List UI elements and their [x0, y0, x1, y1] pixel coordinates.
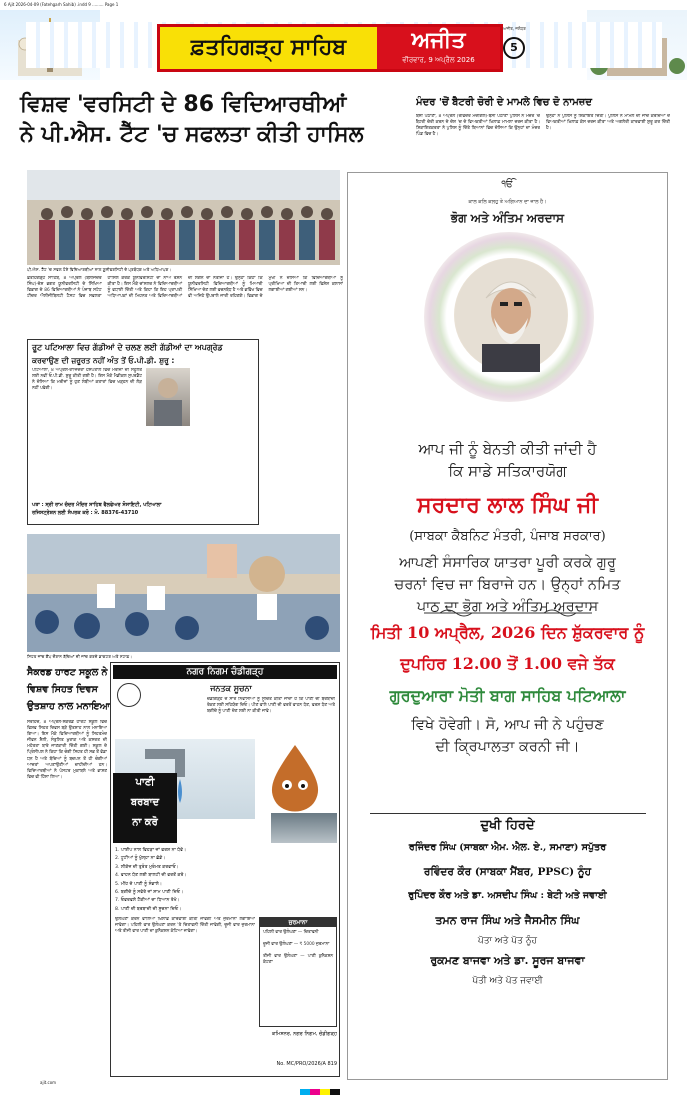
group-photo — [27, 170, 340, 265]
deceased-designation: (ਸਾਬਕਾ ਕੈਬਨਿਟ ਮੰਤਰੀ, ਪੰਜਾਬ ਸਰਕਾਰ) — [409, 529, 606, 544]
fine-table — [259, 917, 337, 1027]
mourner-grandson: ਤਮਨ ਰਾਜ ਸਿੰਘ ਅਤੇ ਜੈਸਮੀਨ ਸਿੰਘ — [435, 914, 580, 927]
masthead-logo — [157, 24, 503, 72]
municipal-emblem-icon — [117, 683, 141, 707]
municipal-title: ਨਗਰ ਨਿਗਮ ਚੰਡੀਗੜ੍ਹ — [113, 665, 337, 679]
side-story-col-2: ਉਨ੍ਹਾਂ ਨੇ ਪੁਲਿਸ ਨੂੰ ਸ਼ਿਕਾਇਤ ਦਿੱਤੀ। ਪੁਲਿਸ ਨੇ ਮਾਮਲੇ ਦੀ ਜਾਂਚ ਕਰਦਿਆਂ ਦੋ ਵਿਅਕਤੀਆਂ ਖ਼ਿਲਾਫ਼ ਕੇਸ ਦਰਜ ਕੀਤਾ ਅਤੇ ਅਗਲੇਰੀ ਕਾਰਵਾਈ ਸ਼ੁਰੂ ਕਰ ਦਿੱਤੀ ਹੈ। — [546, 114, 670, 132]
hospital-notice-box — [27, 339, 259, 525]
side-story-title: ਮੰਦਰ 'ਚੋਂ ਬੈਟਰੀ ਚੋਰੀ ਦੇ ਮਾਮਲੇ ਵਿਚ ਦੋ ਨਾਮਜ਼ਦ — [416, 97, 592, 108]
main-headline — [20, 90, 412, 150]
school-headline-1: ਸੈਕਰਡ ਹਾਰਟ ਸਕੂਲ ਨੇ — [27, 667, 108, 678]
deceased-name: ਸਰਦਾਰ ਲਾਲ ਸਿੰਘ ਜੀ — [417, 492, 598, 518]
slogan-line-1: ਪਾਣੀ — [135, 777, 155, 788]
hospital-notice-body-2 — [194, 368, 256, 498]
closing-line-1: ਵਿਖੇ ਹੋਵੇਗੀ। ਸੋ, ਆਪ ਜੀ ਨੇ ਪਹੁੰਚਣ — [411, 717, 604, 733]
hose-photo — [271, 813, 337, 843]
edition-label: ਅਜੀਤ, ਜਲੰਧਰ — [503, 26, 526, 31]
page-number-block — [503, 26, 533, 64]
hospital-notice-address: ਪਤਾ : ਸ੍ਰੀ ਰਾਮ ਚੰਦਰ ਮੰਦਿਰ ਸਾਹਿਬ ਵੈਲਫੇਅਰ ਸੋਸਾਇਟੀ, ਪਟਿਆਲਾ — [32, 502, 162, 508]
fine-row: ਤੀਜੀ ਵਾਰ ਉਲੰਘਣਾ — ਪਾਣੀ ਕੁਨੈਕਸ਼ਨ ਕੱਟਣਾ — [263, 954, 333, 966]
list-item: 2. ਟੂਟੀਆਂ ਨੂੰ ਖੁੱਲ੍ਹਾ ਨਾ ਛੱਡੋ। — [115, 856, 166, 862]
water-drop-mascot-icon — [255, 739, 335, 819]
side-story — [416, 96, 672, 109]
obituary-intro-1: ਆਪ ਜੀ ਨੂੰ ਬੇਨਤੀ ਕੀਤੀ ਜਾਂਦੀ ਹੈ — [418, 440, 597, 458]
separator — [370, 813, 646, 814]
fine-row: ਦੂਜੀ ਵਾਰ ਉਲੰਘਣਾ — ₹ 5000 ਜੁਰਮਾਨਾ — [263, 942, 330, 948]
mourners-title: ਦੁਖੀ ਹਿਰਦੇ — [480, 818, 535, 833]
photo-2-caption: ਸਿਹਤ ਜਾਂਚ ਕੈਂਪ ਦੌਰਾਨ ਬੱਚਿਆਂ ਦੀ ਜਾਂਚ ਕਰਦੇ ਡਾਕਟਰ ਅਤੇ ਸਟਾਫ਼। — [27, 654, 133, 659]
regional-title-block — [160, 27, 377, 69]
page-number: 5 — [503, 37, 525, 59]
mourner-granddaughter: ਰੁਕਮਣ ਬਾਜਵਾ ਅਤੇ ਡਾ. ਸੂਰਜ ਬਾਜਵਾ — [430, 954, 585, 967]
list-item: 3. ਲੀਕੇਜ ਦੀ ਤੁਰੰਤ ਮੁਰੰਮਤ ਕਰਵਾਓ। — [115, 864, 179, 870]
municipal-ref-no: No. MC/PRO/2026/A 819 — [276, 1061, 337, 1067]
hospital-notice-subtitle: ਕਰਵਾਉਣ ਦੀ ਜ਼ਰੂਰਤ ਨਹੀਂ ਅੰਤ ਤੋਂ ਓ.ਪੀ.ਡੀ. ਸ਼ੁਰੂ : — [32, 356, 175, 365]
color-registration-bar — [300, 1080, 380, 1086]
hospital-notice-title: ਰੂਟ ਪਟਿਆਲਾ ਵਿਚ ਗੱਡੀਆਂ ਦੇ ਚਲਣ ਲਈ ਗੱਡੀਆਂ ਦਾ ਅਪਗ੍ਰੇਡ — [32, 343, 223, 352]
slogan-line-3: ਨਾ ਕਰੋ — [132, 817, 158, 828]
mourner-daughter: ਰੁਪਿੰਦਰ ਕੌਰ ਅਤੇ ਡਾ. ਅਸਦੀਪ ਸਿੰਘ : ਬੇਟੀ ਅਤੇ ਜਵਾਈ — [408, 890, 607, 901]
hospital-notice-phone: ਰਜਿਸਟ੍ਰੇਸ਼ਨ ਲਈ ਸੰਪਰਕ ਕਰੋ : ਮੋ. 88376-43710 — [32, 510, 139, 516]
water-saving-list — [115, 847, 337, 914]
list-item: 8. ਪਾਣੀ ਦੀ ਬਰਬਾਦੀ ਦੀ ਸੂਚਨਾ ਦਿਓ। — [115, 906, 182, 912]
school-headline-3: ਉਤਸ਼ਾਹ ਨਾਲ ਮਨਾਇਆ — [27, 701, 111, 712]
list-item: 7. ਓਵਰਫਲੋ ਟੈਂਕੀਆਂ ਦਾ ਧਿਆਨ ਰੱਖੋ। — [115, 898, 180, 904]
obituary-intro-2: ਕਿ ਸਾਡੇ ਸਤਿਕਾਰਯੋਗ — [448, 462, 567, 480]
obituary-closing — [348, 714, 667, 758]
obituary-verse: ਕਾਲ ਕਲਿ ਕਲਹੁ ਤੇ ਅਗਿਆਨ ਦਾ ਜਾਲ ਹੈ। — [468, 199, 547, 205]
municipal-intro: ਚੰਡੀਗੜ੍ਹ ਦੇ ਸਾਰੇ ਨਿਵਾਸੀਆਂ ਨੂੰ ਸੂਚਿਤ ਕੀਤਾ ਜਾਂਦਾ ਹੈ ਕਿ ਪਾਣੀ ਦੀ ਬਰਬਾਦੀ ਰੋਕਣ ਲਈ ਸਹਿਯੋਗ ਦਿਓ। ਪੀਣ ਵਾਲੇ ਪਾਣੀ ਦੀ ਵਰਤੋਂ ਵਾਹਨ ਧੋਣ, ਫਰਸ਼ ਧੋਣ ਅਤੇ ਬਗੀਚੇ ਨੂੰ ਪਾਣੀ ਦੇਣ ਲਈ ਨਾ ਕੀਤੀ ਜਾਵੇ। — [207, 697, 335, 715]
deceased-portrait — [454, 258, 568, 372]
obituary-text-1: ਆਪਣੀ ਸੰਸਾਰਿਕ ਯਾਤਰਾ ਪੂਰੀ ਕਰਕੇ ਗੁਰੂ — [399, 555, 616, 571]
ceremony-details — [348, 618, 667, 712]
footer-slug: ajit.com — [40, 1080, 57, 1085]
headline-line-1: ਵਿਸ਼ਵ 'ਵਰਸਿਟੀ ਦੇ 86 ਵਿਦਿਆਰਥੀਆਂ — [20, 92, 347, 117]
regional-title: ਫ਼ਤਹਿਗੜ੍ਹ ਸਾਹਿਬ — [190, 35, 347, 60]
fine-row: ਪਹਿਲੀ ਵਾਰ ਉਲੰਘਣਾ — ਚਿਤਾਵਨੀ — [263, 930, 319, 935]
brand-block — [377, 27, 500, 69]
ceremony-venue: ਗੁਰਦੁਆਰਾ ਮੋਤੀ ਬਾਗ ਸਾਹਿਬ ਪਟਿਆਲਾ — [389, 686, 626, 705]
ceremony-date: ਮਿਤੀ 10 ਅਪ੍ਰੈਲ, 2026 ਦਿਨ ਸ਼ੁੱਕਰਵਾਰ ਨੂੰ — [370, 623, 645, 642]
obituary-body — [348, 438, 667, 618]
ik-onkar-symbol: ੴ — [501, 179, 514, 190]
doctor-portrait — [146, 368, 190, 426]
health-camp-photo — [27, 534, 340, 652]
main-story-body: ਫ਼ਤਹਿਗੜ੍ਹ ਸਾਹਿਬ, 8 ਅਪ੍ਰੈਲ (ਬਲਜਿੰਦਰ ਸਿੰਘ)-ਦੇਸ਼ ਭਗਤ ਯੂਨੀਵਰਸਿਟੀ ਦੇ ਸਿੱਖਿਆ ਵਿਭਾਗ ਦੇ 86 ਵਿਦਿਆਰਥੀਆਂ ਨੇ ਪੰਜਾਬ ਸਟੇਟ ਟੀਚਰ ਐਲੀਜੀਬਿਲਟੀ ਟੈਸਟ ਵਿਚ ਸਫਲਤਾ ਹਾਸਿਲ ਕਰਕੇ ਯੂਨੀਵਰਸਿਟੀ ਦਾ ਨਾਂਅ ਰੌਸ਼ਨ ਕੀਤਾ ਹੈ। ਇਸ ਮੌਕੇ ਚਾਂਸਲਰ ਨੇ ਵਿਦਿਆਰਥੀਆਂ ਨੂੰ ਵਧਾਈ ਦਿੱਤੀ ਅਤੇ ਕਿਹਾ ਕਿ ਇਹ ਪ੍ਰਾਪਤੀ ਅਧਿਆਪਕਾਂ ਦੀ ਮਿਹਨਤ ਅਤੇ ਵਿਦਿਆਰਥੀਆਂ ਦੀ ਲਗਨ ਦਾ ਨਤੀਜਾ ਹੈ। ਉਨ੍ਹਾਂ ਕਿਹਾ ਕਿ ਯੂਨੀਵਰਸਿਟੀ ਵਿਦਿਆਰਥੀਆਂ ਨੂੰ ਮਿਆਰੀ ਸਿੱਖਿਆ ਦੇਣ ਲਈ ਵਚਨਬੱਧ ਹੈ ਅਤੇ ਭਵਿੱਖ ਵਿਚ ਵੀ ਅਜਿਹੇ ਉਪਰਾਲੇ ਜਾਰੀ ਰਹਿਣਗੇ। ਵਿਭਾਗ ਦੇ ਮੁਖੀ ਨੇ ਦੱਸਿਆ ਕਿ ਵਿਦਿਆਰਥੀਆਂ ਨੂੰ ਪ੍ਰੀਖਿਆ ਦੀ ਤਿਆਰੀ ਲਈ ਵਿਸ਼ੇਸ਼ ਕਲਾਸਾਂ ਲਗਾਈਆਂ ਗਈਆਂ ਸਨ। — [27, 276, 343, 300]
hospital-notice-body: ਪਟਿਆਲਾ, 8 ਅਪ੍ਰੈਲ-ਰਾਜਿੰਦਰਾ ਹਸਪਤਾਲ ਵਿਚ ਮਰੀਜ਼ਾਂ ਦੀ ਸਹੂਲਤ ਲਈ ਨਵੀਂ ਓ.ਪੀ.ਡੀ. ਸ਼ੁਰੂ ਕੀਤੀ ਗਈ ਹੈ। ਇਸ ਮੌਕੇ ਮੈਡੀਕਲ ਸੁਪਰਡੈਂਟ ਨੇ ਦੱਸਿਆ ਕਿ ਮਰੀਜ਼ਾਂ ਨੂੰ ਹੁਣ ਲੰਬੀਆਂ ਕਤਾਰਾਂ ਵਿਚ ਖੜ੍ਹਨ ਦੀ ਲੋੜ ਨਹੀਂ ਪਵੇਗੀ। — [32, 368, 142, 392]
main-story-continued — [264, 338, 342, 528]
school-story-headline — [27, 664, 111, 715]
obituary-heading: ਭੋਗ ਅਤੇ ਅੰਤਿਮ ਅਰਦਾਸ — [450, 211, 565, 225]
print-slug: 6 Ajit 2026-04-09 (Fatehgarh Sahib) .indd 9 ......... Page 1 — [4, 2, 119, 7]
municipal-subtitle: ਜਨਤਕ ਸੂਚਨਾ — [210, 684, 252, 693]
mourner-grandson-relation: ਪੋਤਾ ਅਤੇ ਪੋਤ ਨੂੰਹ — [477, 936, 538, 946]
mourner-granddaughter-relation: ਪੋਤੀ ਅਤੇ ਪੋਤ ਜਵਾਈ — [472, 976, 543, 986]
list-item: 1. ਪਾਈਪ ਨਾਲ ਵਿਹੜਾ ਜਾਂ ਫਰਸ਼ ਨਾ ਧੋਵੋ। — [115, 848, 187, 853]
issue-date: ਵੀਰਵਾਰ, 9 ਅਪ੍ਰੈਲ 2026 — [402, 56, 475, 64]
divider-flourish-icon — [420, 604, 596, 616]
mourner-daughter-in-law: ਰਵਿੰਦਰ ਕੌਰ (ਸਾਬਕਾ ਮੈਂਬਰ, PPSC) ਨੂੰਹ — [423, 866, 592, 878]
headline-line-2: ਨੇ ਪੀ.ਐਸ. ਟੈੱਟ 'ਚ ਸਫਲਤਾ ਕੀਤੀ ਹਾਸਿਲ — [20, 122, 364, 147]
municipal-signatory: ਕਮਿਸ਼ਨਰ, ਨਗਰ ਨਿਗਮ, ਚੰਡੀਗੜ੍ਹ — [272, 1031, 337, 1037]
list-item: 5. ਮੀਂਹ ਦੇ ਪਾਣੀ ਨੂੰ ਸੰਭਾਲੋ। — [115, 881, 162, 887]
municipal-rules-text: ਉਲੰਘਣਾ ਕਰਨ ਵਾਲਿਆਂ ਖ਼ਿਲਾਫ਼ ਕਾਰਵਾਈ ਕੀਤੀ ਜਾਵੇਗੀ ਅਤੇ ਜੁਰਮਾਨਾ ਲਗਾਇਆ ਜਾਵੇਗਾ। ਪਹਿਲੀ ਵਾਰ ਉਲੰਘਣਾ ਕਰਨ 'ਤੇ ਚਿਤਾਵਨੀ ਦਿੱਤੀ ਜਾਵੇਗੀ, ਦੂਜੀ ਵਾਰ ਜੁਰਮਾਨਾ ਅਤੇ ਤੀਜੀ ਵਾਰ ਪਾਣੀ ਦਾ ਕੁਨੈਕਸ਼ਨ ਕੱਟਿਆ ਜਾਵੇਗਾ। — [115, 917, 255, 935]
photo-1-caption: ਪੀ.ਐਸ. ਟੈੱਟ 'ਚ ਸਫਲ ਹੋਏ ਵਿਦਿਆਰਥੀਆਂ ਨਾਲ ਯੂਨੀਵਰਸਿਟੀ ਦੇ ਪ੍ਰਬੰਧਕ ਅਤੇ ਅਧਿਆਪਕ। — [27, 267, 172, 272]
ceremony-time: ਦੁਪਹਿਰ 12.00 ਤੋਂ 1.00 ਵਜੇ ਤੱਕ — [400, 654, 615, 673]
mourners-list — [348, 816, 667, 988]
list-item: 6. ਬਗੀਚੇ ਨੂੰ ਸਵੇਰੇ ਜਾਂ ਸ਼ਾਮ ਪਾਣੀ ਦਿਓ। — [115, 890, 184, 896]
mourner-son: ਰਜਿੰਦਰ ਸਿੰਘ (ਸਾਬਕਾ ਐਮ. ਐਲ. ਏ., ਸਮਾਣਾ) ਸਪੁੱਤਰ — [408, 842, 607, 853]
slogan-block — [113, 773, 177, 843]
obituary-text-2: ਚਰਨਾਂ ਵਿਚ ਜਾ ਬਿਰਾਜੇ ਹਨ। ਉਨ੍ਹਾਂ ਨਮਿਤ — [394, 577, 621, 593]
obituary-text-3: ਪਾਠ ਦਾ ਭੋਗ ਅਤੇ ਅੰਤਿਮ ਅਰਦਾਸ — [416, 599, 599, 615]
slogan-line-2: ਬਰਬਾਦ — [130, 797, 160, 808]
brand-name: ਅਜੀਤ — [411, 28, 466, 53]
closing-line-2: ਦੀ ਕ੍ਰਿਪਾਲਤਾ ਕਰਨੀ ਜੀ। — [435, 739, 580, 755]
school-headline-2: ਵਿਸ਼ਵ ਸਿਹਤ ਦਿਵਸ — [27, 684, 98, 695]
list-item: 4. ਵਾਹਨ ਧੋਣ ਲਈ ਬਾਲਟੀ ਦੀ ਵਰਤੋਂ ਕਰੋ। — [115, 873, 187, 879]
school-story-body: ਸਰਹਿੰਦ, 8 ਅਪ੍ਰੈਲ-ਸੈਕਰਡ ਹਾਰਟ ਸਕੂਲ ਵਿਚ ਵਿਸ਼ਵ ਸਿਹਤ ਦਿਵਸ ਬੜੇ ਉਤਸ਼ਾਹ ਨਾਲ ਮਨਾਇਆ ਗਿਆ। ਇਸ ਮੌਕੇ ਵਿਦਿਆਰਥੀਆਂ ਨੂੰ ਸਿਹਤਮੰਦ ਜੀਵਨ ਸ਼ੈਲੀ, ਸੰਤੁਲਿਤ ਖ਼ੁਰਾਕ ਅਤੇ ਕਸਰਤ ਦੀ ਮਹੱਤਤਾ ਬਾਰੇ ਜਾਣਕਾਰੀ ਦਿੱਤੀ ਗਈ। ਸਕੂਲ ਦੇ ਪ੍ਰਿੰਸੀਪਲ ਨੇ ਕਿਹਾ ਕਿ ਚੰਗੀ ਸਿਹਤ ਹੀ ਸਭ ਤੋਂ ਵੱਡਾ ਧਨ ਹੈ ਅਤੇ ਬੱਚਿਆਂ ਨੂੰ ਬਚਪਨ ਤੋਂ ਹੀ ਚੰਗੀਆਂ ਆਦਤਾਂ ਅਪਣਾਉਣੀਆਂ ਚਾਹੀਦੀਆਂ ਹਨ। ਵਿਦਿਆਰਥੀਆਂ ਨੇ ਪੋਸਟਰ ਮੁਕਾਬਲੇ ਅਤੇ ਭਾਸ਼ਣ ਵਿਚ ਵੀ ਹਿੱਸਾ ਲਿਆ। — [27, 720, 107, 780]
fine-table-title: ਜੁਰਮਾਨਾ — [260, 918, 336, 927]
side-story-col-1: ਬਸੀ ਪਠਾਣਾਂ, 8 ਅਪ੍ਰੈਲ (ਰਵਿੰਦਰ ਮੌਦਗਿਲ)-ਬਸੀ ਪਠਾਣਾਂ ਪੁਲਿਸ ਨੇ ਮੰਦਰ 'ਚੋਂ ਬੈਟਰੀ ਚੋਰੀ ਕਰਨ ਦੇ ਦੋਸ਼ 'ਚ ਦੋ ਵਿਅਕਤੀਆਂ ਖ਼ਿਲਾਫ਼ ਮਾਮਲਾ ਦਰਜ ਕੀਤਾ ਹੈ। ਸ਼ਿਕਾਇਤਕਰਤਾ ਨੇ ਪੁਲਿਸ ਨੂੰ ਦਿੱਤੇ ਬਿਆਨਾਂ ਵਿਚ ਦੱਸਿਆ ਕਿ ਉਨ੍ਹਾਂ ਦਾ ਮੰਦਰ ਪਿੰਡ ਵਿਚ ਹੈ। — [416, 114, 540, 138]
municipal-notice — [110, 662, 340, 1077]
